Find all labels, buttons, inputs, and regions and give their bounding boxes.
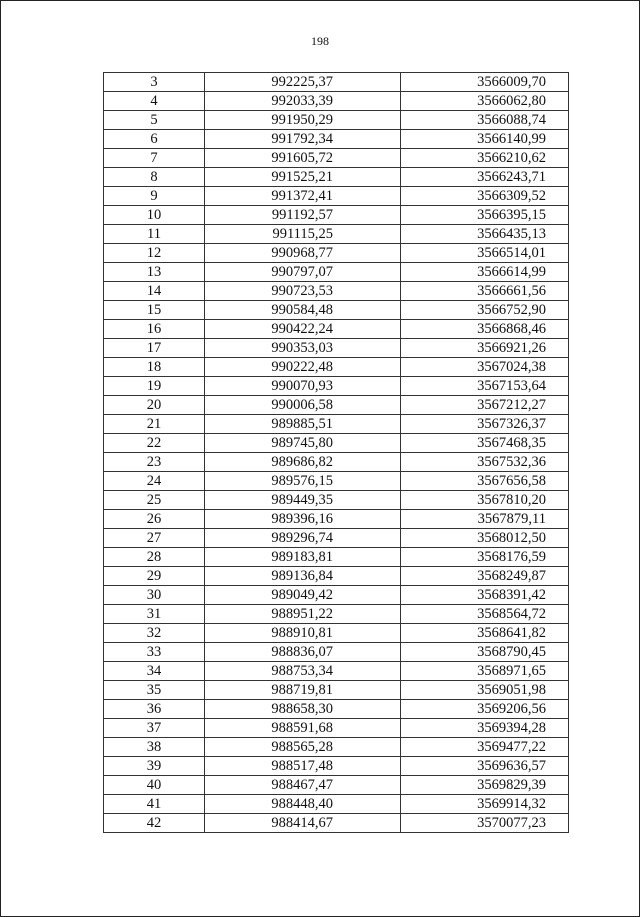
x-coordinate-cell: 990006,58 xyxy=(205,396,401,415)
y-coordinate-cell: 3568971,65 xyxy=(401,662,569,681)
y-coordinate-cell: 3569394,28 xyxy=(401,719,569,738)
x-coordinate-cell: 988836,07 xyxy=(205,643,401,662)
point-number-cell: 27 xyxy=(104,529,205,548)
x-coordinate-cell: 988565,28 xyxy=(205,738,401,757)
table-row xyxy=(104,738,569,757)
table-row xyxy=(104,491,569,510)
table-row xyxy=(104,510,569,529)
table-row xyxy=(104,358,569,377)
y-coordinate-cell: 3568790,45 xyxy=(401,643,569,662)
x-coordinate-cell: 991525,21 xyxy=(205,168,401,187)
x-coordinate-cell: 988658,30 xyxy=(205,700,401,719)
point-number-cell: 16 xyxy=(104,320,205,339)
x-coordinate-cell: 988467,47 xyxy=(205,776,401,795)
x-coordinate-cell: 990968,77 xyxy=(205,244,401,263)
table-row xyxy=(104,73,569,92)
y-coordinate-cell: 3567879,11 xyxy=(401,510,569,529)
point-number-cell: 41 xyxy=(104,795,205,814)
x-coordinate-cell: 990353,03 xyxy=(205,339,401,358)
point-number-cell: 8 xyxy=(104,168,205,187)
table-row xyxy=(104,225,569,244)
y-coordinate-cell: 3566614,99 xyxy=(401,263,569,282)
x-coordinate-cell: 989686,82 xyxy=(205,453,401,472)
point-number-cell: 11 xyxy=(104,225,205,244)
x-coordinate-cell: 988591,68 xyxy=(205,719,401,738)
y-coordinate-cell: 3566062,80 xyxy=(401,92,569,111)
table-row xyxy=(104,529,569,548)
table-row xyxy=(104,605,569,624)
x-coordinate-cell: 989183,81 xyxy=(205,548,401,567)
x-coordinate-cell: 991115,25 xyxy=(205,225,401,244)
table-row xyxy=(104,377,569,396)
y-coordinate-cell: 3566009,70 xyxy=(401,73,569,92)
table-row xyxy=(104,244,569,263)
point-number-cell: 3 xyxy=(104,73,205,92)
point-number-cell: 32 xyxy=(104,624,205,643)
y-coordinate-cell: 3568641,82 xyxy=(401,624,569,643)
y-coordinate-cell: 3568564,72 xyxy=(401,605,569,624)
x-coordinate-cell: 989576,15 xyxy=(205,472,401,491)
table-row xyxy=(104,719,569,738)
point-number-cell: 23 xyxy=(104,453,205,472)
table-row xyxy=(104,643,569,662)
table-row xyxy=(104,206,569,225)
x-coordinate-cell: 990422,24 xyxy=(205,320,401,339)
y-coordinate-cell: 3566752,90 xyxy=(401,301,569,320)
point-number-cell: 5 xyxy=(104,111,205,130)
table-row xyxy=(104,396,569,415)
y-coordinate-cell: 3569636,57 xyxy=(401,757,569,776)
point-number-cell: 10 xyxy=(104,206,205,225)
point-number-cell: 29 xyxy=(104,567,205,586)
y-coordinate-cell: 3566088,74 xyxy=(401,111,569,130)
table-row xyxy=(104,814,569,833)
y-coordinate-cell: 3569477,22 xyxy=(401,738,569,757)
point-number-cell: 17 xyxy=(104,339,205,358)
table-row xyxy=(104,624,569,643)
point-number-cell: 38 xyxy=(104,738,205,757)
table-row xyxy=(104,149,569,168)
table-row xyxy=(104,339,569,358)
table-row xyxy=(104,434,569,453)
x-coordinate-cell: 992033,39 xyxy=(205,92,401,111)
x-coordinate-cell: 989049,42 xyxy=(205,586,401,605)
x-coordinate-cell: 990070,93 xyxy=(205,377,401,396)
table-row xyxy=(104,187,569,206)
point-number-cell: 19 xyxy=(104,377,205,396)
x-coordinate-cell: 989296,74 xyxy=(205,529,401,548)
y-coordinate-cell: 3567024,38 xyxy=(401,358,569,377)
y-coordinate-cell: 3567810,20 xyxy=(401,491,569,510)
y-coordinate-cell: 3566395,15 xyxy=(401,206,569,225)
x-coordinate-cell: 988517,48 xyxy=(205,757,401,776)
table-row xyxy=(104,548,569,567)
x-coordinate-cell: 989449,35 xyxy=(205,491,401,510)
point-number-cell: 18 xyxy=(104,358,205,377)
x-coordinate-cell: 988951,22 xyxy=(205,605,401,624)
table-row xyxy=(104,282,569,301)
y-coordinate-cell: 3567468,35 xyxy=(401,434,569,453)
point-number-cell: 40 xyxy=(104,776,205,795)
y-coordinate-cell: 3566140,99 xyxy=(401,130,569,149)
point-number-cell: 24 xyxy=(104,472,205,491)
y-coordinate-cell: 3567153,64 xyxy=(401,377,569,396)
page-number: 198 xyxy=(311,34,329,48)
table-row xyxy=(104,700,569,719)
x-coordinate-cell: 991950,29 xyxy=(205,111,401,130)
table-row xyxy=(104,757,569,776)
x-coordinate-cell: 989885,51 xyxy=(205,415,401,434)
point-number-cell: 36 xyxy=(104,700,205,719)
table-row xyxy=(104,130,569,149)
point-number-cell: 15 xyxy=(104,301,205,320)
x-coordinate-cell: 992225,37 xyxy=(205,73,401,92)
x-coordinate-cell: 989396,16 xyxy=(205,510,401,529)
x-coordinate-cell: 991792,34 xyxy=(205,130,401,149)
x-coordinate-cell: 988910,81 xyxy=(205,624,401,643)
y-coordinate-cell: 3567326,37 xyxy=(401,415,569,434)
point-number-cell: 4 xyxy=(104,92,205,111)
point-number-cell: 33 xyxy=(104,643,205,662)
point-number-cell: 12 xyxy=(104,244,205,263)
point-number-cell: 26 xyxy=(104,510,205,529)
table-row xyxy=(104,681,569,700)
table-row xyxy=(104,567,569,586)
y-coordinate-cell: 3569829,39 xyxy=(401,776,569,795)
coordinates-table-body xyxy=(104,73,569,833)
y-coordinate-cell: 3569206,56 xyxy=(401,700,569,719)
x-coordinate-cell: 988448,40 xyxy=(205,795,401,814)
x-coordinate-cell: 991605,72 xyxy=(205,149,401,168)
point-number-cell: 28 xyxy=(104,548,205,567)
table-row xyxy=(104,776,569,795)
point-number-cell: 22 xyxy=(104,434,205,453)
table-row xyxy=(104,415,569,434)
x-coordinate-cell: 988753,34 xyxy=(205,662,401,681)
point-number-cell: 20 xyxy=(104,396,205,415)
point-number-cell: 39 xyxy=(104,757,205,776)
point-number-cell: 6 xyxy=(104,130,205,149)
y-coordinate-cell: 3567532,36 xyxy=(401,453,569,472)
x-coordinate-cell: 991192,57 xyxy=(205,206,401,225)
point-number-cell: 14 xyxy=(104,282,205,301)
y-coordinate-cell: 3567656,58 xyxy=(401,472,569,491)
table-row xyxy=(104,263,569,282)
y-coordinate-cell: 3566435,13 xyxy=(401,225,569,244)
y-coordinate-cell: 3566921,26 xyxy=(401,339,569,358)
y-coordinate-cell: 3570077,23 xyxy=(401,814,569,833)
x-coordinate-cell: 988414,67 xyxy=(205,814,401,833)
x-coordinate-cell: 991372,41 xyxy=(205,187,401,206)
point-number-cell: 21 xyxy=(104,415,205,434)
point-number-cell: 34 xyxy=(104,662,205,681)
y-coordinate-cell: 3568391,42 xyxy=(401,586,569,605)
table-row xyxy=(104,168,569,187)
y-coordinate-cell: 3568249,87 xyxy=(401,567,569,586)
x-coordinate-cell: 989136,84 xyxy=(205,567,401,586)
point-number-cell: 7 xyxy=(104,149,205,168)
x-coordinate-cell: 989745,80 xyxy=(205,434,401,453)
point-number-cell: 25 xyxy=(104,491,205,510)
table-row xyxy=(104,662,569,681)
y-coordinate-cell: 3568176,59 xyxy=(401,548,569,567)
point-number-cell: 9 xyxy=(104,187,205,206)
point-number-cell: 35 xyxy=(104,681,205,700)
table-row xyxy=(104,795,569,814)
coordinates-table xyxy=(103,72,569,833)
y-coordinate-cell: 3567212,27 xyxy=(401,396,569,415)
table-row xyxy=(104,586,569,605)
point-number-cell: 30 xyxy=(104,586,205,605)
table-row xyxy=(104,320,569,339)
y-coordinate-cell: 3566309,52 xyxy=(401,187,569,206)
table-row xyxy=(104,92,569,111)
y-coordinate-cell: 3568012,50 xyxy=(401,529,569,548)
y-coordinate-cell: 3566243,71 xyxy=(401,168,569,187)
y-coordinate-cell: 3566210,62 xyxy=(401,149,569,168)
point-number-cell: 42 xyxy=(104,814,205,833)
point-number-cell: 13 xyxy=(104,263,205,282)
x-coordinate-cell: 990723,53 xyxy=(205,282,401,301)
x-coordinate-cell: 990797,07 xyxy=(205,263,401,282)
x-coordinate-cell: 990584,48 xyxy=(205,301,401,320)
y-coordinate-cell: 3569051,98 xyxy=(401,681,569,700)
x-coordinate-cell: 988719,81 xyxy=(205,681,401,700)
y-coordinate-cell: 3566868,46 xyxy=(401,320,569,339)
table-row xyxy=(104,453,569,472)
point-number-cell: 31 xyxy=(104,605,205,624)
y-coordinate-cell: 3569914,32 xyxy=(401,795,569,814)
table-row xyxy=(104,472,569,491)
y-coordinate-cell: 3566661,56 xyxy=(401,282,569,301)
table-row xyxy=(104,301,569,320)
table-row xyxy=(104,111,569,130)
y-coordinate-cell: 3566514,01 xyxy=(401,244,569,263)
point-number-cell: 37 xyxy=(104,719,205,738)
x-coordinate-cell: 990222,48 xyxy=(205,358,401,377)
